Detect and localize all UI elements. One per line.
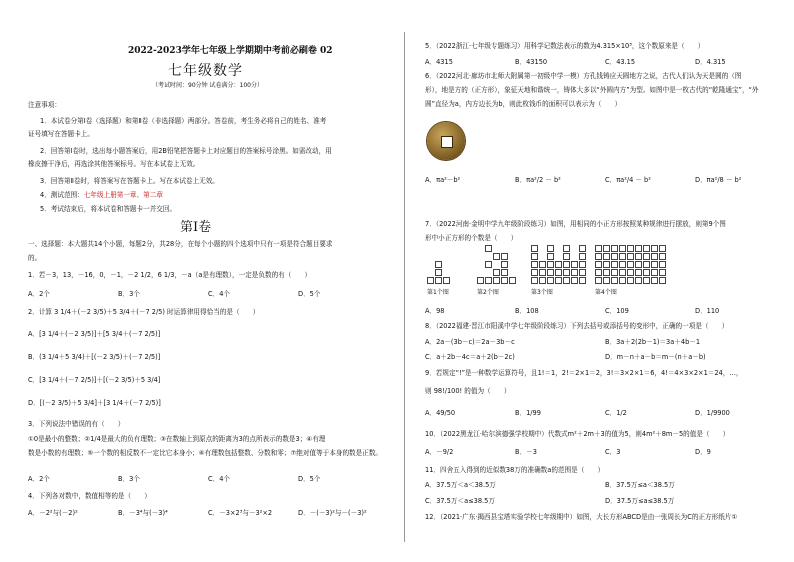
q9-option-b: B．1/99 xyxy=(515,409,541,417)
q8-option-c: C．a＋2b－4c＝a＋2(b－2c) xyxy=(425,353,515,361)
small-square xyxy=(509,277,516,284)
q9-stem: 则 98!/100! 的值为（ ） xyxy=(425,387,511,395)
small-square xyxy=(493,269,500,276)
q7-stem: 形中小正方形的个数是（ ） xyxy=(425,234,518,242)
small-square xyxy=(651,277,658,284)
small-square xyxy=(501,277,508,284)
q6-option-c: C．πa²/4 － b² xyxy=(605,176,651,184)
q11-option-b: B．37.5万≤a＜38.5万 xyxy=(605,481,675,489)
part1-instruction: 一、选择题：本大题共14个小题，每题2分，共28分，在每个小题的四个选项中只有一项是符合题目要求 xyxy=(28,240,333,248)
small-square xyxy=(611,245,618,252)
small-square xyxy=(627,269,634,276)
small-square xyxy=(627,253,634,260)
part1-heading: 第Ⅰ卷 xyxy=(180,220,212,235)
q2-option-b: B．(3 1/4＋5 3/4)＋[(－2 3/5)＋(－7 2/5)] xyxy=(28,353,161,361)
small-square xyxy=(547,253,554,260)
small-square xyxy=(651,253,658,260)
q10-stem: 10．（2022黑龙江·哈尔滨德强学校期中）代数式m²＋2m＋3的值为5，则4m²＋8m－5的值是（ ） xyxy=(425,430,730,438)
small-square xyxy=(595,277,602,284)
q11-option-c: C．37.5万＜a≤38.5万 xyxy=(425,497,495,505)
small-square xyxy=(547,245,554,252)
small-square xyxy=(501,253,508,260)
q2-option-a: A．[3 1/4＋(－2 3/5)]＋[5 3/4＋(－7 2/5)] xyxy=(28,330,161,338)
small-square xyxy=(539,277,546,284)
column-divider xyxy=(404,32,405,542)
q6-option-a: A．πa²－b² xyxy=(425,176,461,184)
small-square xyxy=(563,253,570,260)
small-square xyxy=(547,261,554,268)
q3-option-c: C．4个 xyxy=(208,475,230,483)
small-square xyxy=(635,269,642,276)
q7-option-b: B．108 xyxy=(515,307,539,315)
small-square xyxy=(619,277,626,284)
small-square xyxy=(555,277,562,284)
q9-stem: 9．若规定“!”是一种数学运算符号，且1!＝1，2!＝2×1＝2，3!＝3×2×1＝6，4!＝4×3×2×1＝24，…， xyxy=(425,369,743,377)
q11-option-d: D．37.5万≤a≤38.5万 xyxy=(605,497,675,505)
q6-stem: 6．（2022河北·廊坊市北师大附属第一初级中学一模）方孔钱铸应天圆地方之说，古代人们认为天是圆的（图 xyxy=(425,72,742,80)
small-square xyxy=(579,269,586,276)
small-square xyxy=(611,269,618,276)
small-square xyxy=(619,261,626,268)
small-square xyxy=(627,277,634,284)
q8-option-a: A．2a－(3b－c)＝2a－3b－c xyxy=(425,338,515,346)
small-square xyxy=(619,269,626,276)
q11-option-a: A．37.5万＜a＜38.5万 xyxy=(425,481,496,489)
small-square xyxy=(501,269,508,276)
small-square xyxy=(603,277,610,284)
range-value: 七年级上册第一章、第二章 xyxy=(83,191,163,199)
small-square xyxy=(563,277,570,284)
small-square xyxy=(643,261,650,268)
small-square xyxy=(651,269,658,276)
subject-title: 七年级数学 xyxy=(168,63,243,79)
exam-title: 2022-2023学年七年级上学期期中考前必刷卷 02 xyxy=(128,46,333,56)
q8-stem: 8．（2022福建·晋江市阳溪中学七年级阶段练习）下列去括号或添括号的变形中，正确的一项是（ ） xyxy=(425,322,729,330)
figure-caption: 第2个图 xyxy=(477,289,499,296)
small-square xyxy=(579,245,586,252)
q1-stem: 1．若－3，13，－16，0，－1，－2 1/2，6 1/3，－a（a是有理数），一定是负数的有（ ） xyxy=(28,271,312,279)
q5-stem: 5．（2022浙江·七年级专题练习）用科学记数法表示的数为4.315×10³，这个数原来是（ ） xyxy=(425,42,705,50)
q10-option-b: B．－3 xyxy=(515,448,537,456)
small-square xyxy=(611,253,618,260)
q1-option-d: D．5个 xyxy=(298,290,321,298)
q3-option-a: A．2个 xyxy=(28,475,50,483)
coin-image xyxy=(427,122,465,160)
q4-option-d: D．－(－3)²与－(－3)² xyxy=(298,509,367,517)
small-square xyxy=(563,261,570,268)
small-square xyxy=(485,245,492,252)
figure-caption: 第1个图 xyxy=(427,289,449,296)
small-square xyxy=(485,277,492,284)
small-square xyxy=(435,269,442,276)
small-square xyxy=(531,277,538,284)
q5-option-a: A．4315 xyxy=(425,58,453,66)
q8-option-d: D．m－n＋a－b＝m－(n＋a－b) xyxy=(605,353,706,361)
small-square xyxy=(603,269,610,276)
q7-option-c: C．109 xyxy=(605,307,629,315)
small-square xyxy=(659,245,666,252)
q4-option-c: C．－3×2³与－3²×2 xyxy=(208,509,273,517)
q9-option-d: D．1/9900 xyxy=(695,409,730,417)
small-square xyxy=(571,277,578,284)
small-square xyxy=(603,253,610,260)
range-label: 4．测试范围： xyxy=(40,191,84,199)
q7-option-a: A．98 xyxy=(425,307,445,315)
small-square xyxy=(493,253,500,260)
note-line: 2．回答第Ⅰ卷时，选出每小题答案后，用2B铅笔把答题卡上对应题目的答案标号涂黑。如需改动，用 xyxy=(40,147,332,155)
q5-option-d: D．4.315 xyxy=(695,58,726,66)
small-square xyxy=(635,277,642,284)
small-square xyxy=(595,261,602,268)
small-square xyxy=(579,253,586,260)
figure-caption: 第4个图 xyxy=(595,289,617,296)
q10-option-a: A．－9/2 xyxy=(425,448,454,456)
note-line: 1．本试卷分第Ⅰ卷（选择题）和第Ⅱ卷（非选择题）两部分。答卷前，考生务必将自己的姓名、准考 xyxy=(40,117,327,125)
q4-stem: 4．下列各对数中，数值相等的是（ ） xyxy=(28,492,151,500)
q3-option-b: B．3个 xyxy=(118,475,140,483)
q3-statements: ①0是最小的整数；②1/4是最大的负有理数；③在数轴上到原点的距离为3的点所表示的数是3；④有理 xyxy=(28,435,326,443)
small-square xyxy=(603,245,610,252)
small-square xyxy=(531,245,538,252)
small-square xyxy=(579,277,586,284)
note-line-range xyxy=(40,191,163,200)
q3-statements: 数是小数的有理数；⑤一个数的相反数不一定比它本身小；⑥有理数包括整数、分数和零；⑦绝对值等于本身的数是正数。 xyxy=(28,449,383,457)
small-square xyxy=(435,261,442,268)
q6-stem: 形），地是方的（正方形），象征天地和谐统一，铸体大多以“外圆内方”为型。如图中是一枚古代的“乾隆通宝”，“外 xyxy=(425,86,759,94)
small-square xyxy=(659,253,666,260)
small-square xyxy=(643,277,650,284)
small-square xyxy=(443,277,450,284)
note-line: 证号填写在答题卡上。 xyxy=(28,130,94,138)
small-square xyxy=(571,269,578,276)
small-square xyxy=(427,277,434,284)
q6-stem: 圆”直径为a，内方边长为b，则此枚钱币的面积可以表示为（ ） xyxy=(425,100,622,108)
small-square xyxy=(643,269,650,276)
q5-option-b: B．43150 xyxy=(515,58,548,66)
q11-stem: 11．四舍五入得到的近似数38万的准确数a的范围是（ ） xyxy=(425,466,605,474)
small-square xyxy=(659,261,666,268)
notes-heading: 注意事项： xyxy=(28,101,61,109)
note-line: 3．回答第Ⅱ卷时，将答案写在答题卡上。写在本试卷上无效。 xyxy=(40,177,219,185)
small-square xyxy=(619,245,626,252)
small-square xyxy=(485,261,492,268)
note-line: 橡皮擦干净后，再选涂其他答案标号。写在本试卷上无效。 xyxy=(28,160,200,168)
small-square xyxy=(659,269,666,276)
q10-option-c: C．3 xyxy=(605,448,621,456)
small-square xyxy=(563,269,570,276)
q9-option-c: C．1/2 xyxy=(605,409,627,417)
small-square xyxy=(579,261,586,268)
small-square xyxy=(659,277,666,284)
small-square xyxy=(539,269,546,276)
small-square xyxy=(563,245,570,252)
small-square xyxy=(531,261,538,268)
small-square xyxy=(635,253,642,260)
small-square xyxy=(595,245,602,252)
small-square xyxy=(435,277,442,284)
small-square xyxy=(603,261,610,268)
small-square xyxy=(635,261,642,268)
small-square xyxy=(635,245,642,252)
q4-option-a: A．－2²与(－2)² xyxy=(28,509,78,517)
q5-option-c: C．43.15 xyxy=(605,58,636,66)
q7-option-d: D．110 xyxy=(695,307,720,315)
exam-info: （考试时间：90分钟 试卷满分：100分） xyxy=(152,82,263,89)
small-square xyxy=(531,253,538,260)
small-square xyxy=(643,253,650,260)
small-square xyxy=(627,245,634,252)
small-square xyxy=(547,277,554,284)
q8-option-b: B．3a＋2(2b－1)＝3a＋4b－1 xyxy=(605,338,701,346)
q6-option-d: D．πa²/8 － b² xyxy=(695,176,742,184)
small-square xyxy=(547,269,554,276)
small-square xyxy=(619,253,626,260)
small-square xyxy=(555,261,562,268)
q1-option-a: A．2个 xyxy=(28,290,50,298)
q2-option-c: C．[3 1/4＋(－7 2/5)]＋[(－2 3/5)＋5 3/4] xyxy=(28,376,161,384)
q1-option-b: B．3个 xyxy=(118,290,140,298)
q12-stem: 12．（2021·广东·揭西县宝塔实验学校七年级期中）如图，大长方形ABCD是由一张周长为C的正方形纸片① xyxy=(425,513,738,521)
q9-option-a: A．49/50 xyxy=(425,409,456,417)
q6-option-b: B．πa²/2 － b² xyxy=(515,176,561,184)
q10-option-d: D．9 xyxy=(695,448,711,456)
small-square xyxy=(595,269,602,276)
small-square xyxy=(555,269,562,276)
q2-stem: 2．计算 3 1/4＋(－2 3/5)＋5 3/4＋(－7 2/5) 时运算律用得恰当的是（ ） xyxy=(28,308,260,316)
small-square xyxy=(477,277,484,284)
small-square xyxy=(651,261,658,268)
q7-stem: 7．（2022河南·金明中学九年级阶段练习）如图，用相同的小正方形按照某种规律进行摆放，则第9个图 xyxy=(425,220,726,228)
q3-stem: 3．下列说法中错误的有（ ） xyxy=(28,420,125,428)
q4-option-b: B．－3⁴与(－3)⁴ xyxy=(118,509,168,517)
small-square xyxy=(493,277,500,284)
small-square xyxy=(627,261,634,268)
small-square xyxy=(539,261,546,268)
note-line: 5．考试结束后，将本试卷和答题卡一并交回。 xyxy=(40,205,177,213)
q2-option-d: D．[(－2 3/5)＋5 3/4]＋[3 1/4＋(－7 2/5)] xyxy=(28,399,161,407)
q1-option-c: C．4个 xyxy=(208,290,230,298)
small-square xyxy=(651,245,658,252)
small-square xyxy=(643,245,650,252)
small-square xyxy=(611,261,618,268)
q3-option-d: D．5个 xyxy=(298,475,321,483)
figure-caption: 第3个图 xyxy=(531,289,553,296)
small-square xyxy=(531,269,538,276)
small-square xyxy=(501,261,508,268)
coin-square-hole xyxy=(441,136,453,148)
part1-instruction: 的。 xyxy=(28,254,42,262)
small-square xyxy=(571,261,578,268)
small-square xyxy=(595,253,602,260)
small-square xyxy=(611,277,618,284)
